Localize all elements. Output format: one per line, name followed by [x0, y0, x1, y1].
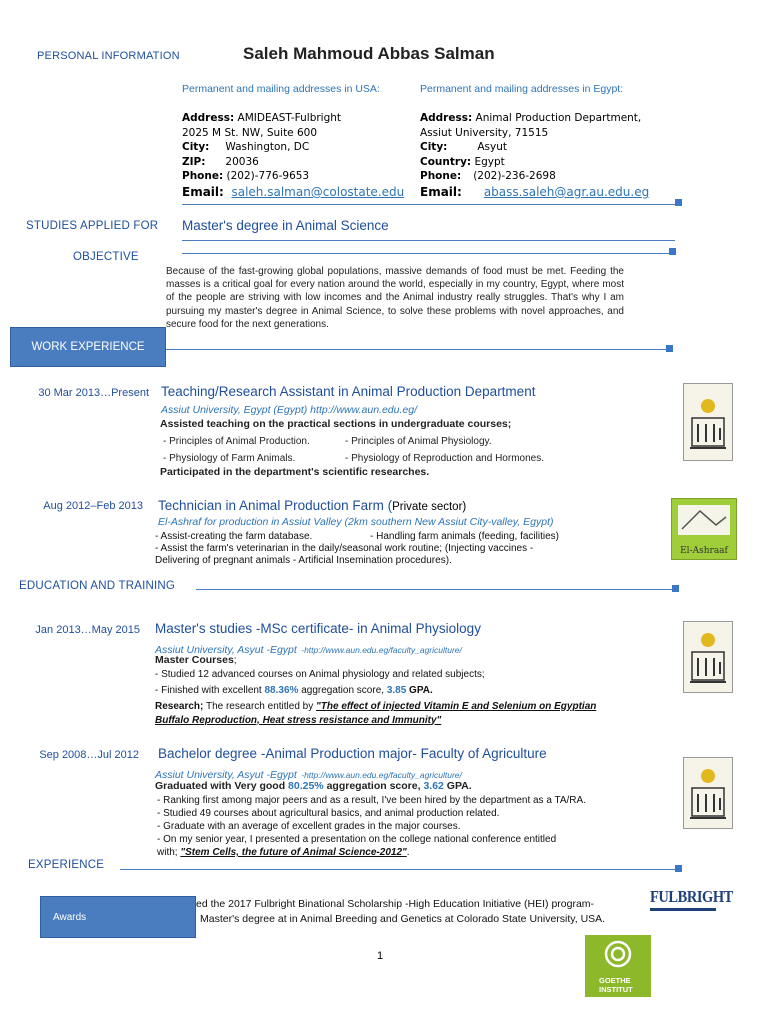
divider-marker [669, 248, 676, 255]
divider [182, 204, 675, 205]
assiut-university-logo [683, 757, 733, 829]
address-label: Address: [182, 112, 235, 124]
presentation-title: "Stem Cells, the future of Animal Science-2012" [180, 847, 407, 858]
education-sub-label: Master Courses [155, 654, 234, 666]
awards-text-line: ed the 2017 Fulbright Binational Scholarship -High Education Initiative (HEI) program- [196, 898, 595, 910]
studies-value: Master's degree in Animal Science [182, 218, 389, 233]
gpa-label: GPA. [443, 780, 472, 792]
job-line: - Handling farm animals (feeding, facilities) [370, 531, 559, 542]
education-date: Jan 2013…May 2015 [35, 624, 140, 636]
email-label: Email: [420, 184, 462, 199]
education-title: Master's studies -MSc certificate- in Animal Physiology [155, 621, 481, 636]
divider-marker [675, 199, 682, 206]
goethe-logo-line: INSTITUT [599, 985, 633, 994]
address-value: Animal Production Department, [475, 112, 642, 124]
education-line [157, 846, 410, 860]
address-label: Address: [420, 112, 473, 124]
job-line: Delivering of pregnant animals - Artificial Insemination procedures). [155, 555, 452, 566]
text: - Finished with excellent [155, 685, 265, 696]
phone-label: Phone: [420, 170, 462, 183]
awards-text-line: Master's degree at in Animal Breeding and Genetics at Colorado State University, USA. [200, 913, 606, 925]
email-label: Email: [182, 184, 224, 199]
address-value: AMIDEAST-Fulbright [237, 112, 342, 124]
divider [166, 349, 668, 350]
section-label-awards: Awards [53, 912, 87, 923]
education-url[interactable]: -http://www.aun.edu.eg/faculty_agriculture/ [301, 770, 462, 780]
egypt-address-heading: Permanent and mailing addresses in Egypt: [420, 83, 624, 95]
el-ashraaf-logo [671, 498, 737, 560]
job-title-suffix: Private sector) [392, 501, 467, 513]
education-line: - Studied 49 courses about agricultural basics, and animal production related. [157, 808, 500, 819]
zip-label: ZIP: [182, 155, 206, 168]
education-sub-tail: ; [233, 654, 237, 666]
education-research [155, 700, 625, 727]
divider [182, 240, 675, 241]
divider [120, 869, 675, 870]
job-organization: El-Ashraf for production in Assiut Valley (2km southern New Assiut City-valley, Egypt) [158, 516, 554, 528]
awards-box [40, 896, 196, 938]
divider-marker [675, 865, 682, 872]
usa-address-block [182, 111, 412, 200]
gpa-label: GPA. [406, 685, 433, 696]
assiut-university-logo [683, 383, 733, 461]
page-number: 1 [377, 950, 384, 962]
usa-address-heading: Permanent and mailing addresses in USA: [182, 83, 380, 95]
goethe-institut-logo [585, 935, 651, 997]
course-item: - Principles of Animal Physiology. [345, 436, 492, 447]
education-title: Bachelor degree -Animal Production major- Faculty of Agriculture [158, 746, 547, 761]
job-title: Technician in Animal Production Farm ( [158, 498, 393, 513]
country-label: Country: [420, 155, 472, 168]
usa-email-link[interactable]: saleh.salman@colostate.edu [231, 184, 405, 199]
course-item: - Physiology of Reproduction and Hormones. [345, 453, 544, 464]
divider-marker [672, 585, 679, 592]
divider [196, 589, 672, 590]
text: . [406, 847, 410, 858]
course-item: - Physiology of Farm Animals. [163, 453, 296, 464]
job-line: - Assist-creating the farm database. [155, 531, 313, 542]
job-line: - Assist the farm's veterinarian in the daily/seasonal work routine; (Injecting vaccines - [155, 543, 534, 554]
education-line: - Ranking first among major peers and as a result, I've been hired by the department as a TA/RA. [157, 795, 586, 806]
divider [182, 253, 669, 254]
goethe-emblem-icon [585, 935, 651, 971]
divider-marker [666, 345, 673, 352]
country-value: Egypt [474, 155, 505, 168]
city-value: Asyut [477, 141, 508, 154]
education-date: Sep 2008…Jul 2012 [39, 749, 139, 761]
research-title: "The effect of injected Vitamin E and Selenium on Egyptian Buffalo Reproduction, Heat stress resistance and Immunity" [155, 701, 597, 726]
work-experience-box [10, 327, 166, 367]
score: 88.36% [264, 685, 299, 696]
objective-text: Because of the fast-growing global populations, massive demands of food must be met. Feeding the masses is a critical goal for every nation around the world, especially in my country, Egypt, where most of the people are striving with low incomes and the Animal industry really struggles. That's why I am pursuing my master's degree in Animal Science, to solve these problems with novel approaches, and secure food for the next generations. [166, 266, 624, 330]
section-label-objective: OBJECTIVE [73, 251, 139, 263]
phone-value: (202)-236-2698 [473, 170, 556, 183]
job-lead: Assisted teaching on the practical sections in undergraduate courses; [160, 418, 512, 430]
education-organization: Assiut University, Asyut -Egypt [155, 644, 297, 656]
education-sub [155, 654, 237, 666]
address-line2: 2025 M St. NW, Suite 600 [182, 126, 318, 139]
job-tail: Participated in the department's scientific researches. [160, 466, 430, 478]
city-label: City: [182, 141, 210, 154]
gpa: 3.62 [423, 780, 444, 792]
goethe-logo-line: GOETHE [599, 976, 631, 985]
course-item: - Principles of Animal Production. [163, 436, 310, 447]
el-ashraaf-logo-text: El-Ashraaf [680, 546, 728, 556]
fulbright-logo-text: FULBRIGHT [650, 887, 733, 906]
fulbright-logo [650, 887, 734, 921]
education-line: - Graduate with an average of excellent grades in the major courses. [157, 821, 461, 832]
text: Graduated with Very good [155, 780, 289, 792]
score: 80.25% [288, 780, 324, 792]
fulbright-logo-underline [650, 908, 716, 911]
egypt-email-link[interactable]: abass.saleh@agr.au.edu.eg [483, 184, 650, 199]
education-organization: Assiut University, Asyut -Egypt [155, 769, 297, 781]
text: with; [157, 847, 181, 858]
education-line [155, 684, 433, 698]
applicant-name: Saleh Mahmoud Abbas Salman [243, 44, 495, 63]
city-value: Washington, DC [225, 141, 310, 154]
section-label-studies: STUDIES APPLIED FOR [26, 220, 159, 232]
egypt-address-block [420, 111, 680, 200]
education-line: - On my senior year, I presented a presentation on the college national conference entitled [157, 834, 557, 845]
gpa: 3.85 [386, 685, 407, 696]
education-line: - Studied 12 advanced courses on Animal physiology and related subjects; [155, 669, 485, 680]
zip-value: 20036 [225, 155, 259, 168]
section-label-experience: EXPERIENCE [28, 859, 105, 871]
address-line2: Assiut University, 71515 [420, 126, 549, 139]
graduation-line [155, 780, 472, 792]
text: aggregation score, [323, 780, 424, 792]
research-label: Research; [155, 701, 204, 712]
phone-label: Phone: [182, 170, 224, 183]
section-label-work: WORK EXPERIENCE [31, 341, 145, 353]
job-title: Teaching/Research Assistant in Animal Production Department [161, 384, 536, 399]
phone-value: (202)-776-9653 [226, 170, 310, 183]
assiut-university-logo [683, 621, 733, 693]
text: The research entitled by [203, 701, 317, 712]
text: aggregation score, [298, 685, 387, 696]
section-label-personal: PERSONAL INFORMATION [37, 50, 180, 62]
job-date: 30 Mar 2013…Present [38, 387, 149, 399]
education-url[interactable]: -http://www.aun.edu.eg/faculty_agriculture/ [301, 645, 462, 655]
city-label: City: [420, 141, 448, 154]
job-date: Aug 2012–Feb 2013 [43, 500, 143, 512]
section-label-education: EDUCATION AND TRAINING [19, 580, 176, 592]
job-organization: Assiut University, Egypt (Egypt) http://www.aun.edu.eg/ [161, 404, 418, 416]
job-title-line [158, 497, 466, 515]
